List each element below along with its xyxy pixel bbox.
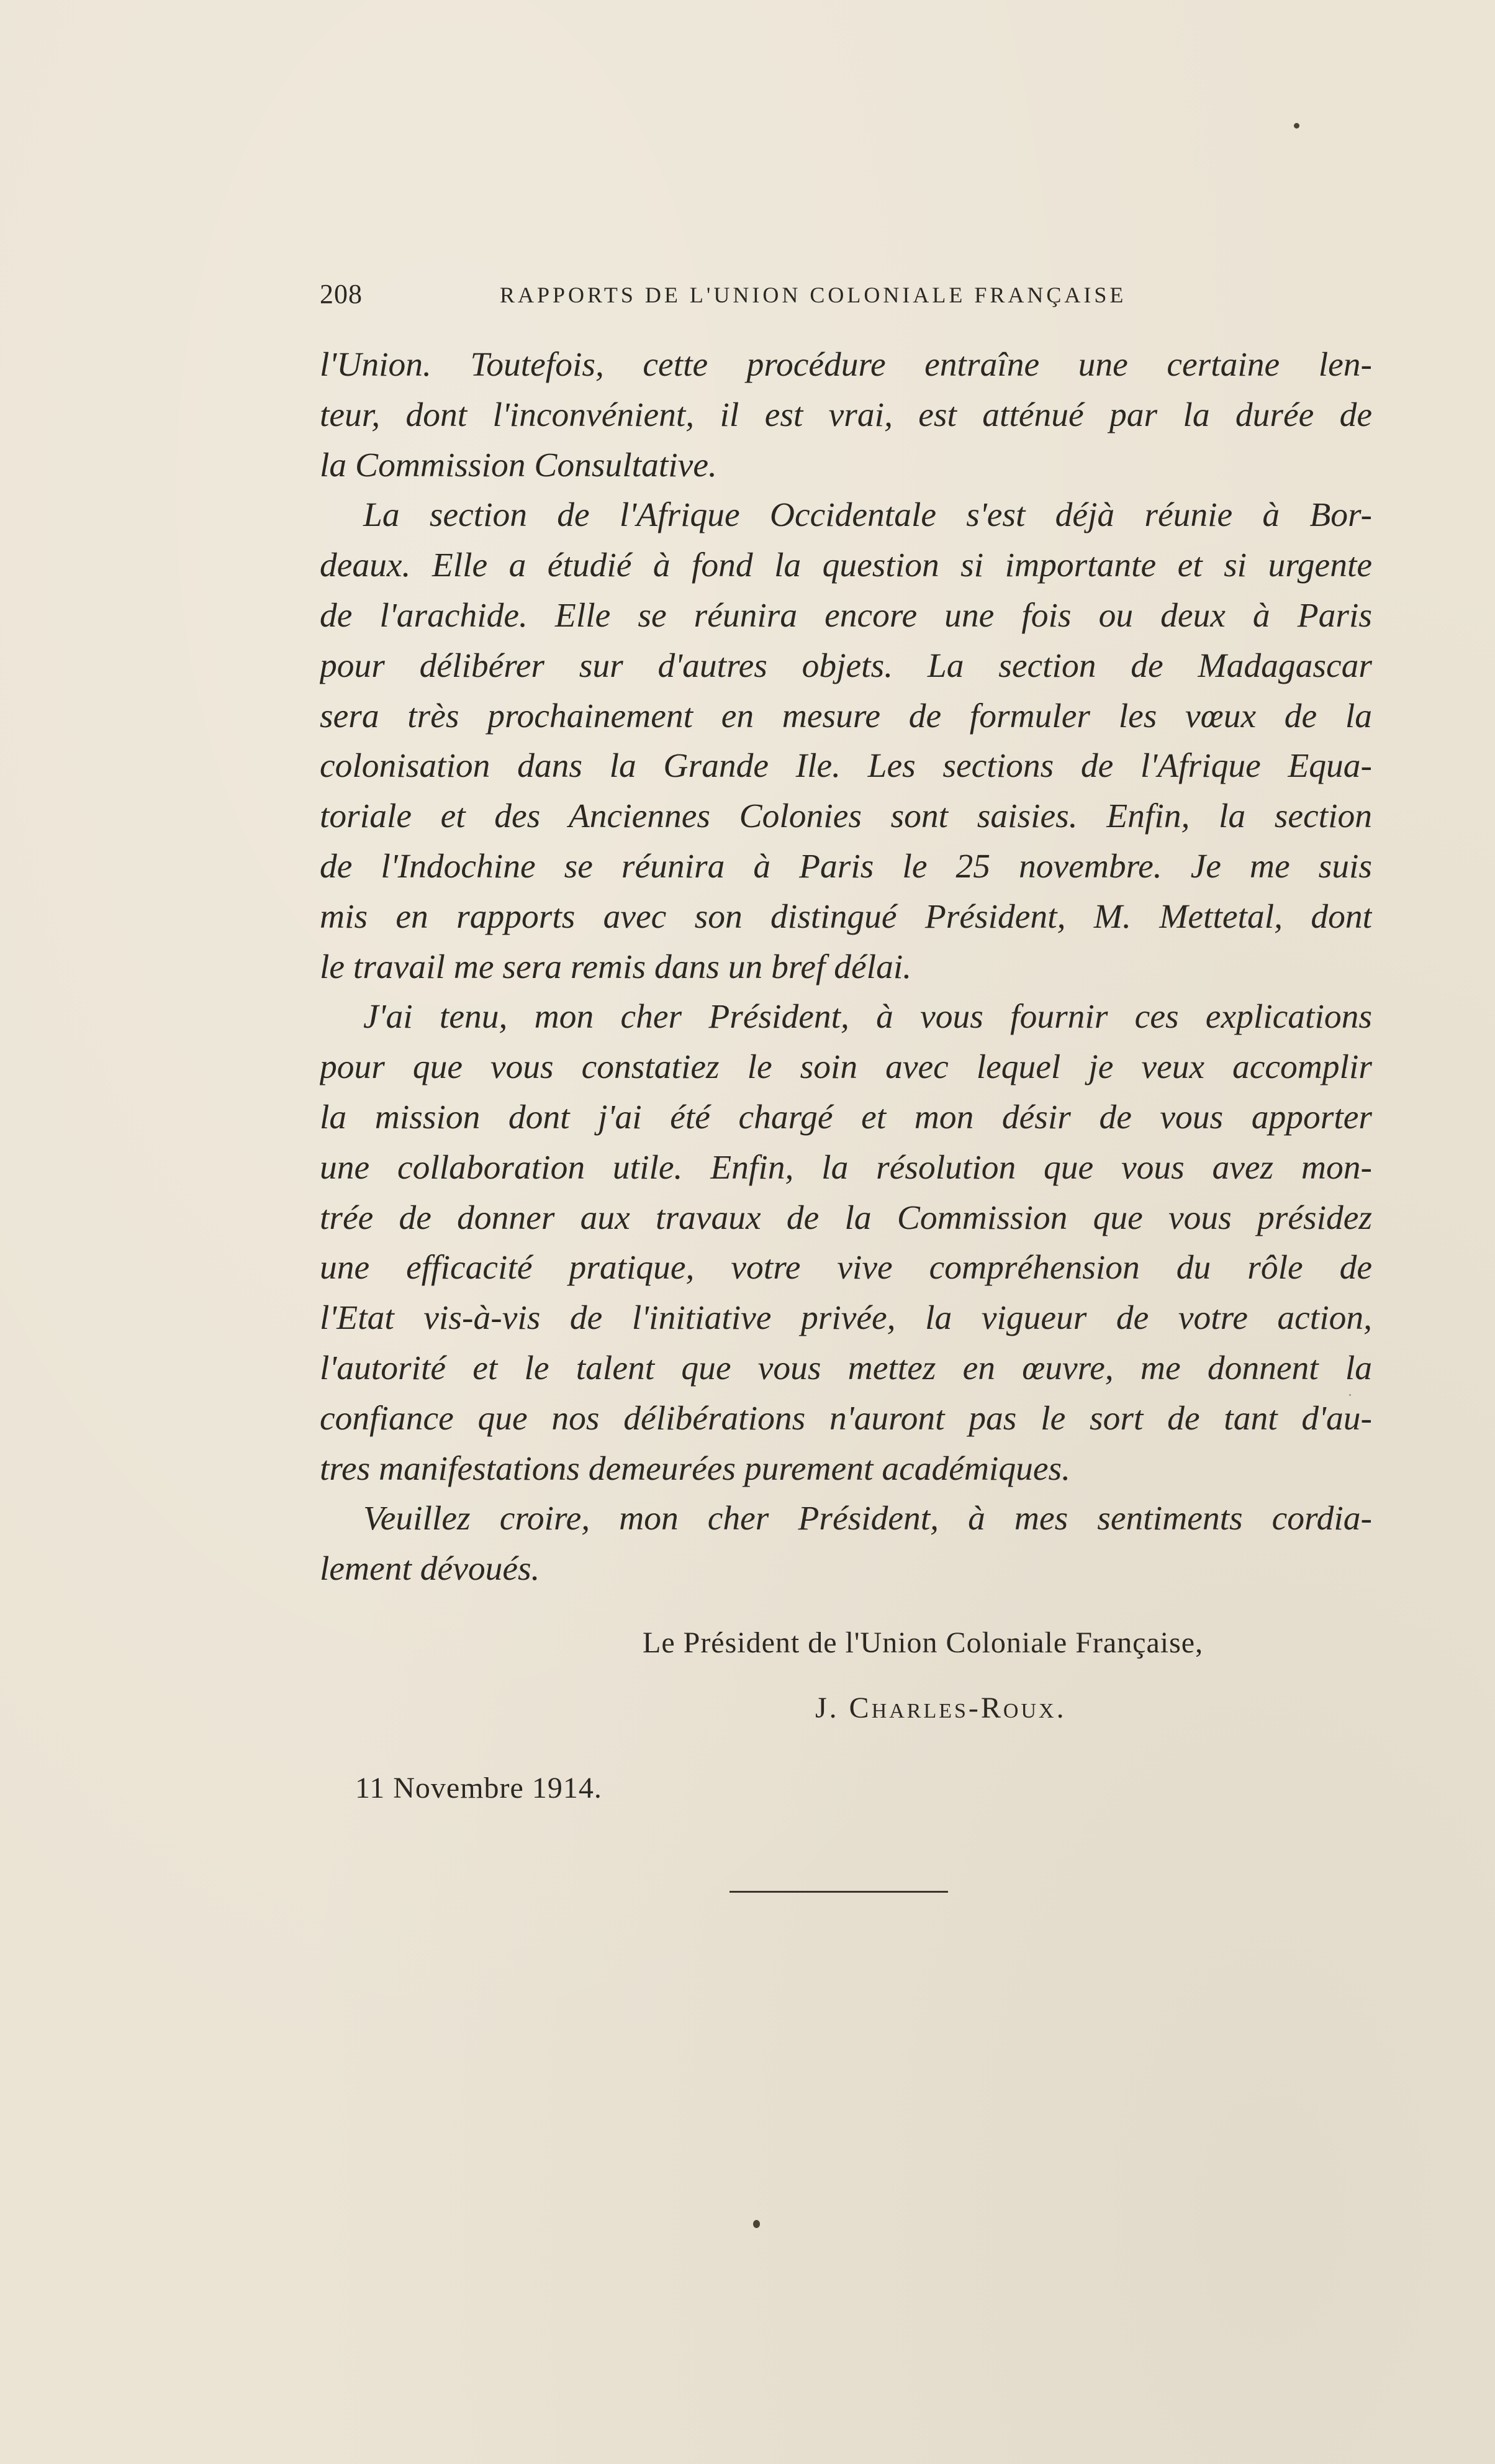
- paper-speck: [1349, 1394, 1351, 1396]
- running-head: [320, 278, 1198, 315]
- text-line: deaux. Elle a étudié à fond la question si importante et si urgente: [320, 546, 1372, 585]
- text-line: pour délibérer sur d'autres objets. La section de Madagascar: [320, 646, 1372, 685]
- paper-speck: [1294, 123, 1299, 129]
- text-line: le travail me sera remis dans un bref délai.: [320, 948, 912, 986]
- running-title: RAPPORTS DE L'UNION COLONIALE FRANÇAISE: [500, 283, 1127, 307]
- text-line: l'Union. Toutefois, cette procédure entraîne une certaine len-: [320, 346, 1372, 384]
- text-line: pour que vous constatiez le soin avec lequel je veux accomplir: [320, 1048, 1372, 1087]
- text-line: une efficacité pratique, votre vive compréhension du rôle de: [320, 1249, 1372, 1287]
- text-line: la Commission Consultative.: [320, 446, 717, 484]
- text-line: une collaboration utile. Enfin, la résolution que vous avez mon-: [320, 1148, 1372, 1187]
- text-line: teur, dont l'inconvénient, il est vrai, est atténué par la durée de: [320, 396, 1372, 434]
- text-line: de l'Indochine se réunira à Paris le 25 novembre. Je me suis: [320, 847, 1372, 886]
- paper-speck: [753, 2220, 760, 2228]
- signatory-title: Le Président de l'Union Coloniale Française,: [643, 1626, 1204, 1659]
- page-number: 208: [320, 279, 363, 309]
- text-line: sera très prochainement en mesure de formuler les vœux de la: [320, 697, 1372, 735]
- text-line: la mission dont j'ai été chargé et mon désir de vous apporter: [320, 1098, 1372, 1136]
- text-line: tres manifestations demeurées purement académiques.: [320, 1449, 1070, 1488]
- text-line: mis en rapports avec son distingué Président, M. Mettetal, dont: [320, 897, 1372, 936]
- closing-rule: [729, 1891, 948, 1893]
- text-line: l'Etat vis-à-vis de l'initiative privée, la vigueur de votre action,: [320, 1299, 1372, 1338]
- text-line: trée de donner aux travaux de la Commission que vous présidez: [320, 1198, 1372, 1237]
- letter-date: 11 Novembre 1914.: [355, 1772, 602, 1805]
- text-line: lement dévoués.: [320, 1550, 540, 1588]
- text-line: de l'arachide. Elle se réunira encore une fois ou deux à Paris: [320, 596, 1372, 635]
- text-line: toriale et des Anciennes Colonies sont saisies. Enfin, la section: [320, 797, 1372, 836]
- paragraph-start-line: La section de l'Afrique Occidentale s'est déjà réunie à Bor-: [363, 496, 1372, 535]
- signatory-name: J. Charles-Roux.: [815, 1692, 1067, 1724]
- paragraph-start-line: Veuillez croire, mon cher Président, à mes sentiments cordia-: [363, 1500, 1372, 1538]
- signature-block: [643, 1626, 1388, 1725]
- paragraph-start-line: J'ai tenu, mon cher Président, à vous fournir ces explications: [363, 998, 1372, 1036]
- text-line: l'autorité et le talent que vous mettez en œuvre, me donnent la: [320, 1349, 1372, 1387]
- text-line: confiance que nos délibérations n'auront pas le sort de tant d'au-: [320, 1399, 1372, 1438]
- letter-body: [320, 340, 1372, 1595]
- text-line: colonisation dans la Grande Ile. Les sections de l'Afrique Equa-: [320, 747, 1372, 786]
